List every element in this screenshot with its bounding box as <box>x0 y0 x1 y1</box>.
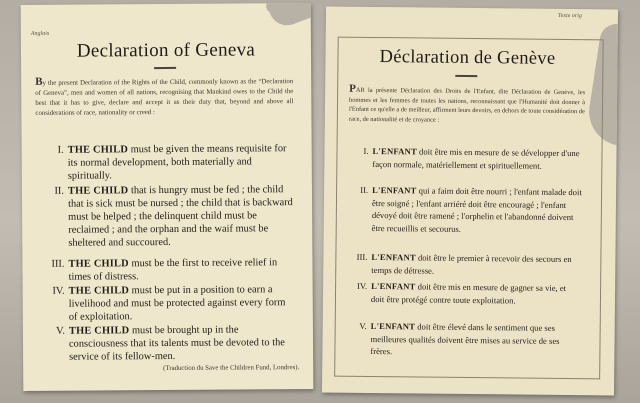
preamble <box>348 82 586 127</box>
article-number: III. <box>51 258 65 270</box>
article-text: doit être élevé dans le sentiment que ses meilleures qualités doivent être mises au service de ses frères. <box>370 321 560 357</box>
article-lead: THE CHILD <box>68 285 130 297</box>
article-number: III. <box>356 251 368 262</box>
article-lead: L'ENFANT <box>372 184 417 196</box>
article-text: doit être le premier à recevoir des secours en temps de détresse. <box>371 252 572 276</box>
article-text: must be brought up in the consciousness that its talents must be devoted to the service of its fellow-men. <box>68 324 285 363</box>
article-number: IV. <box>52 285 65 297</box>
article-number: II. <box>54 185 64 197</box>
preamble-initial: P <box>349 82 356 95</box>
article-5 <box>37 323 295 364</box>
article-text: doit être mis en mesure de gagner sa vie, et doit être protégé contre toute exploitation. <box>370 281 567 306</box>
preamble <box>35 75 293 119</box>
article-number: I. <box>57 144 64 156</box>
article-lead: THE CHILD <box>68 325 130 337</box>
article-1 <box>348 145 582 173</box>
article-lead: THE CHILD <box>68 258 129 270</box>
article-3 <box>36 256 294 284</box>
article-text: qui a faim doit être nourri ; l'enfant malade doit être soigné ; l'enfant arriéré doit être encouragé ; l'enfant dévoyé doit être ramené ; l'orphelin et l'abandonné doivent être recueillis et secourus. <box>371 185 582 234</box>
page-title: Déclaration de Genève <box>379 47 556 69</box>
article-lead: THE CHILD <box>67 185 129 197</box>
article-lead: THE CHILD <box>67 144 129 156</box>
article-number: V. <box>359 320 367 331</box>
title-divider <box>455 75 477 77</box>
article-lead: L'ENFANT <box>372 145 417 157</box>
article-2 <box>348 184 583 237</box>
article-text: that is hungry must be fed ; the child that is sick must be nursed ; the child that is backward must be helped ; the delinquent child must be reclaimed ; and the orphan and the waif must be sheltered and succoured. <box>68 184 293 249</box>
article-lead: L'ENFANT <box>370 320 416 332</box>
english-declaration-sheet <box>21 3 314 391</box>
preamble-text: AR la présente Déclaration des Droits de l'Enfant, dite Déclaration de Genève, les hommes et les femmes de toutes les nations, reconnaissant que l'Humanité doit donner à l'Enfant ce qu'elle a de meilleur, affirment leurs devoirs, en dehors de toute considération de race, de nationalité et de croyance : <box>348 86 586 124</box>
article-number: I. <box>363 145 369 156</box>
page-title: Declaration of Geneva <box>76 39 256 62</box>
title-divider <box>154 67 176 69</box>
preamble-text: y the present Declaration of the Rights of the Child, commonly known as the “Declaration of Geneva”, men and women of all nations, recognising that Mankind owes to the Child the best that it has to give, declare and accept it as their duty that, beyond and above all considerations of race, nationality or creed : <box>35 78 294 117</box>
article-text: must be given the means requisite for its normal development, both materially and spiritually. <box>67 143 287 182</box>
article-number: II. <box>360 184 369 195</box>
article-text: must be the first to receive relief in times of distress. <box>68 257 278 283</box>
language-tag: Anglais <box>30 30 50 37</box>
article-1 <box>36 142 294 183</box>
article-text: must be put in a position to earn a livelihood and must be protected against every form of exploitation. <box>68 284 286 323</box>
article-lead: L'ENFANT <box>371 251 416 263</box>
preamble-initial: B <box>35 75 43 88</box>
language-tag: Texte orig <box>557 12 582 20</box>
article-3 <box>347 251 581 279</box>
article-4 <box>37 283 295 324</box>
article-2 <box>36 183 294 250</box>
article-number: V. <box>56 325 65 337</box>
article-4 <box>347 280 581 308</box>
article-5 <box>346 320 580 360</box>
translation-credit: (Traduction du Save the Children Fund, Londres). <box>163 364 300 373</box>
french-declaration-sheet <box>322 6 618 395</box>
article-lead: L'ENFANT <box>371 280 416 292</box>
article-text: doit être mis en mesure de se développer d'une façon normale, matériellement et spirituellement. <box>372 146 580 171</box>
article-number: IV. <box>356 280 368 291</box>
